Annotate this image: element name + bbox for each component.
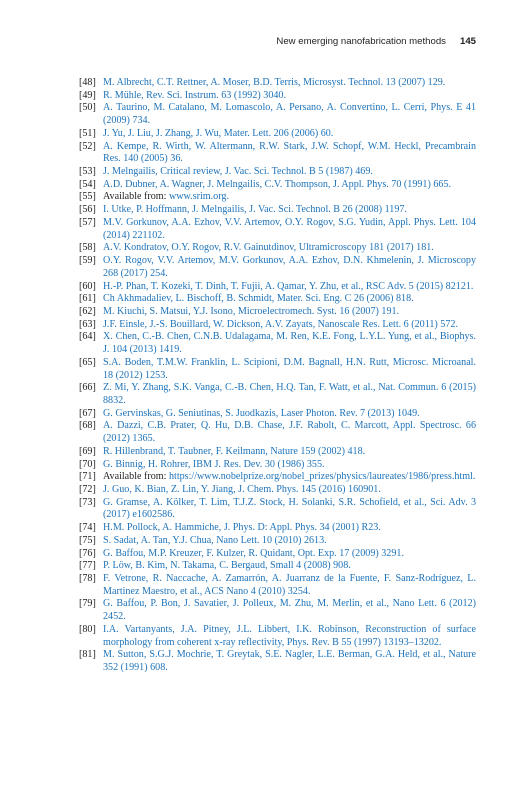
reference-number: [57]: [79, 216, 96, 228]
reference-number: [76]: [79, 547, 96, 559]
reference-number: [68]: [79, 420, 96, 432]
reference-prefix: Available from:: [103, 191, 169, 203]
reference-text: G. Baffou, M.P. Kreuzer, F. Kulzer, R. Quidant, Opt. Exp. 17 (2009) 3291.: [103, 547, 404, 559]
reference-text: G. Binnig, H. Rohrer, IBM J. Res. Dev. 30 (1986) 355.: [103, 458, 325, 470]
reference-item: [79, 179, 476, 192]
reference-text: J. Melngailis, Critical review, J. Vac. Sci. Technol. B 5 (1987) 469.: [103, 166, 373, 178]
reference-number: [78]: [79, 573, 96, 585]
reference-item: [79, 128, 476, 141]
reference-number: [63]: [79, 318, 96, 330]
reference-number: [54]: [79, 178, 96, 190]
reference-item: [79, 548, 476, 561]
reference-item: [79, 166, 476, 179]
reference-item: [79, 560, 476, 573]
reference-number: [52]: [79, 140, 96, 152]
reference-item: [79, 293, 476, 306]
reference-text: R. Hillenbrand, T. Taubner, F. Keilmann, Nature 159 (2002) 418.: [103, 445, 366, 457]
reference-item: [79, 357, 476, 382]
reference-text: M. Sutton, S.G.J. Mochrie, T. Greytak, S.E. Nagler, L.E. Berman, G.A. Held, et al., Nature 352 (1991) 608.: [103, 649, 476, 674]
page-number: 145: [459, 36, 476, 47]
reference-item: [79, 382, 476, 407]
reference-text: A.D. Dubner, A. Wagner, J. Melngailis, C.V. Thompson, J. Appl. Phys. 70 (1991) 665.: [103, 178, 452, 190]
reference-number: [66]: [79, 382, 96, 394]
reference-number: [75]: [79, 534, 96, 546]
reference-item: [79, 319, 476, 332]
reference-item: [79, 471, 476, 484]
reference-text: S. Sadat, A. Tan, Y.J. Chua, Nano Lett. 10 (2010) 2613.: [103, 534, 327, 546]
reference-number: [77]: [79, 560, 96, 572]
reference-number: [58]: [79, 242, 96, 254]
reference-number: [55]: [79, 191, 96, 203]
reference-item: [79, 598, 476, 623]
reference-text: M. Kiuchi, S. Matsui, Y.J. Isono, Microelectromech. Syst. 16 (2007) 191.: [103, 305, 400, 317]
reference-item: [79, 497, 476, 522]
reference-text: O.Y. Rogov, V.V. Artemov, M.V. Gorkunov, A.A. Ezhov, D.N. Khmelenin, J. Microscopy 268 (2017) 254.: [103, 255, 476, 279]
reference-text: M. Albrecht, C.T. Rettner, A. Moser, B.D. Terris, Microsyst. Technol. 13 (2007) 129.: [103, 77, 446, 88]
reference-number: [49]: [79, 89, 96, 101]
reference-text: X. Chen, C.-B. Chen, C.N.B. Udalagama, M. Ren, K.E. Fong, L.Y.L. Yung, et al., Biophys. J. 104 (2013) 1419.: [103, 331, 476, 356]
reference-item: [79, 204, 476, 217]
reference-item: [79, 281, 476, 294]
reference-text: G. Gramse, A. Kölker, T. Lim, T.J.Z. Stock, H. Solanki, S.R. Schofield, et al., Sci. Adv. 3 (2017) e1602586.: [103, 496, 476, 521]
reference-text: P. Löw, B. Kim, N. Takama, C. Bergaud, Small 4 (2008) 908.: [103, 560, 351, 572]
reference-item: [79, 522, 476, 535]
reference-item: [79, 420, 476, 445]
reference-item: [79, 446, 476, 459]
reference-item: [79, 408, 476, 421]
reference-text: M.V. Gorkunov, A.A. Ezhov, V.V. Artemov, O.Y. Rogov, S.G. Yudin, Appl. Phys. Lett. 104 (2014) 221102.: [103, 216, 476, 241]
reference-number: [48]: [79, 77, 96, 88]
reference-text: G. Gervinskas, G. Seniutinas, S. Juodkazis, Laser Photon. Rev. 7 (2013) 1049.: [103, 407, 420, 419]
reference-text: Z. Mi, Y. Zhang, S.K. Vanga, C.-B. Chen, H.Q. Tan, F. Watt, et al., Nat. Commun. 6 (2015) 8832.: [103, 382, 476, 406]
reference-number: [65]: [79, 356, 96, 368]
running-header: [0, 36, 476, 50]
reference-link[interactable]: www.srim.org: [168, 191, 227, 203]
reference-text: J. Yu, J. Liu, J. Zhang, J. Wu, Mater. Lett. 206 (2006) 60.: [103, 127, 334, 139]
reference-text: A. Dazzi, C.B. Prater, Q. Hu, D.B. Chase, J.F. Rabolt, C. Marcott, Appl. Spectrosc. 66 (2012) 1365.: [103, 420, 476, 445]
reference-text: I. Utke, P. Hoffmann, J. Melngailis, J. Vac. Sci. Technol. B 26 (2008) 1197.: [103, 204, 407, 216]
reference-text: S.A. Boden, T.M.W. Franklin, L. Scipioni, D.M. Bagnall, H.N. Rutt, Microsc. Microanal. 18 (2012) 1253.: [103, 356, 476, 381]
reference-text: J. Guo, K. Bian, Z. Lin, Y. Jiang, J. Chem. Phys. 145 (2016) 160901.: [103, 484, 381, 495]
running-header-title: New emerging nanofabrication methods: [276, 36, 446, 47]
reference-number: [51]: [79, 127, 96, 139]
reference-item: [79, 573, 476, 598]
reference-number: [73]: [79, 496, 96, 508]
reference-item: [79, 331, 476, 356]
reference-item: [79, 306, 476, 319]
reference-text: [103, 471, 476, 484]
reference-item: [79, 242, 476, 255]
reference-item: [79, 255, 476, 280]
reference-number: [74]: [79, 522, 96, 534]
reference-number: [60]: [79, 280, 96, 292]
reference-item: [79, 217, 476, 242]
reference-text: A. Taurino, M. Catalano, M. Lomascolo, A. Persano, A. Convertino, L. Cerri, Phys. E 41 (2009) 734.: [103, 102, 476, 127]
reference-number: [59]: [79, 255, 96, 267]
reference-suffix: .: [472, 471, 476, 483]
reference-item: [79, 649, 476, 674]
reference-item: [79, 141, 476, 166]
reference-item: [79, 624, 476, 649]
reference-item: [79, 77, 476, 90]
reference-suffix: .: [226, 191, 229, 203]
reference-number: [50]: [79, 102, 96, 114]
reference-number: [79]: [79, 598, 96, 610]
reference-item: [79, 102, 476, 127]
reference-text: [103, 191, 476, 204]
reference-item: [79, 90, 476, 103]
reference-list: [79, 77, 476, 675]
reference-text: G. Baffou, P. Bon, J. Savatier, J. Polleux, M. Zhu, M. Merlin, et al., Nano Lett. 6 (2012) 2452.: [103, 598, 476, 623]
reference-item: [79, 535, 476, 548]
reference-number: [67]: [79, 407, 96, 419]
reference-item: [79, 459, 476, 472]
reference-number: [64]: [79, 331, 96, 343]
reference-number: [81]: [79, 649, 96, 661]
reference-text: H.M. Pollock, A. Hammiche, J. Phys. D: Appl. Phys. 34 (2001) R23.: [103, 522, 381, 534]
reference-text: Ch Akhmadaliev, L. Bischoff, B. Schmidt, Mater. Sci. Eng. C 26 (2006) 818.: [103, 293, 414, 305]
reference-text: A. Kempe, R. Wirth, W. Altermann, R.W. Stark, J.W. Schopf, W.M. Heckl, Precambrain Res. 140 (2005) 36.: [103, 140, 476, 165]
reference-item: [79, 191, 476, 204]
reference-text: F. Vetrone, R. Naccache, A. Zamarrón, A. Juarranz de la Fuente, F. Sanz-Rodríguez, L. Martinez Maestro, et al., ACS Nano 4 (2010) 3254.: [103, 573, 476, 597]
reference-number: [71]: [79, 471, 96, 483]
reference-text: A.V. Kondratov, O.Y. Rogov, R.V. Gainutdinov, Ultramicroscopy 181 (2017) 181.: [103, 242, 434, 254]
reference-number: [70]: [79, 458, 96, 470]
reference-prefix: Available from:: [103, 471, 169, 483]
reference-number: [56]: [79, 204, 96, 216]
reference-number: [53]: [79, 166, 96, 178]
reference-number: [80]: [79, 623, 96, 635]
reference-item: [79, 484, 476, 497]
reference-link[interactable]: https://www.nobelprize.org/nobel_prizes/physics/laureates/1986/press.html: [168, 471, 473, 483]
reference-text: I.A. Vartanyants, J.A. Pitney, J.L. Libbert, I.K. Robinson, Reconstruction of surface morphology from coherent x-ray reflectivity, Phys. Rev. B 55 (1997) 13193–13202.: [103, 623, 476, 648]
reference-text: R. Mühle, Rev. Sci. Instrum. 63 (1992) 3040.: [103, 89, 286, 101]
reference-text: H.-P. Phan, T. Kozeki, T. Dinh, T. Fujii, A. Qamar, Y. Zhu, et al., RSC Adv. 5 (2015) 82121.: [103, 280, 474, 292]
reference-number: [61]: [79, 293, 96, 305]
reference-text: J.F. Einsle, J.-S. Bouillard, W. Dickson, A.V. Zayats, Nanoscale Res. Lett. 6 (2011) 572.: [103, 318, 458, 330]
reference-number: [69]: [79, 445, 96, 457]
reference-number: [72]: [79, 484, 96, 495]
reference-number: [62]: [79, 305, 96, 317]
